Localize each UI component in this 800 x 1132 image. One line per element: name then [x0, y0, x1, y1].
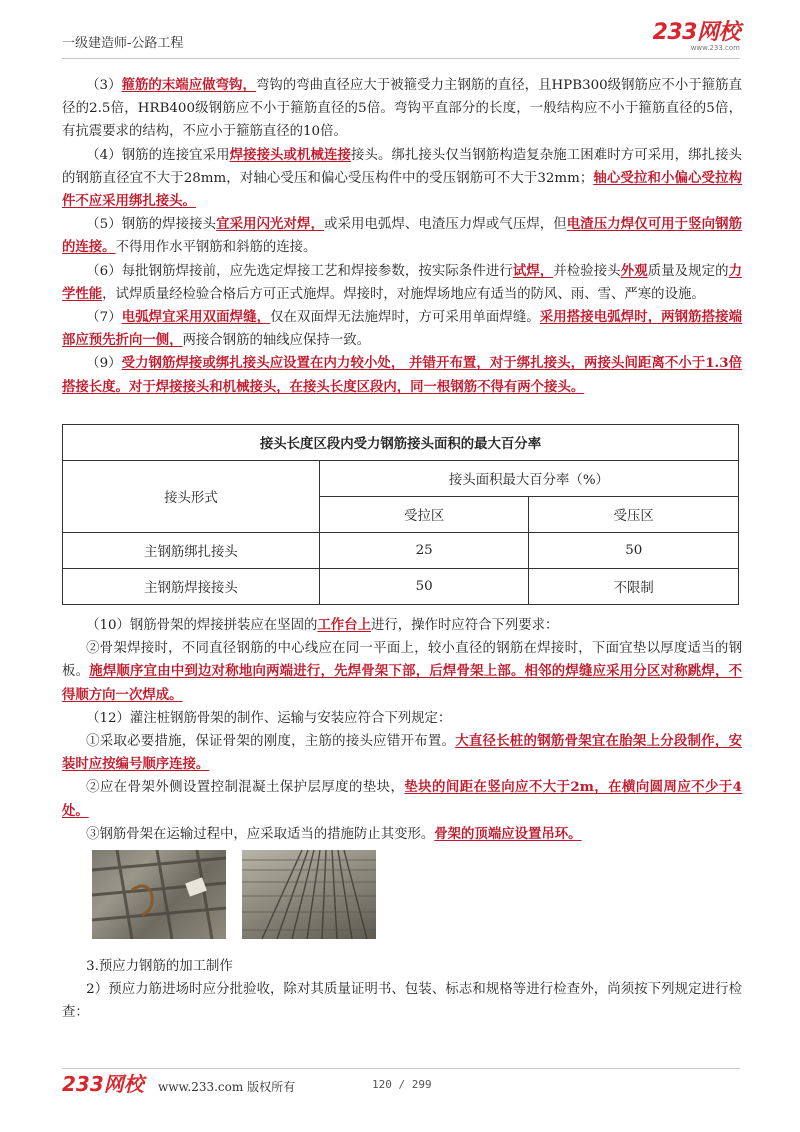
paragraph	[62, 823, 742, 846]
text-segment: （10）钢筋骨架的焊接拼装应在坚固的	[86, 618, 318, 633]
paragraph	[62, 978, 742, 1024]
brand-logo-url: www.233.com	[690, 44, 740, 52]
header-title: 一级建造师-公路工程	[62, 36, 184, 51]
paragraph	[62, 730, 742, 776]
table-cell-type: 主钢筋绑扎接头	[63, 533, 320, 569]
highlighted-text: 受力钢筋焊接或绑扎接头应设置在内力较小处， 并错开布置，对于绑扎接头，两接头间距离不小于1.3倍搭接长度。对于焊接接头和机械接头，在接头长度区段内，同一根钢筋不得有两个接头。	[62, 355, 742, 395]
text-segment: 或采用电弧焊、电渣压力焊或气压焊，但	[324, 217, 567, 233]
text-segment: 并检验接头	[553, 263, 621, 279]
text-segment: ①采取必要措施，保证骨架的刚度，主筋的接头应错开布置。	[86, 734, 456, 750]
footer-divider	[62, 1068, 740, 1069]
body-text-top	[62, 74, 742, 399]
paragraph	[62, 955, 742, 978]
table-cell-tension: 50	[319, 569, 529, 605]
page-footer	[62, 1073, 740, 1097]
highlighted-text: 外观	[620, 262, 648, 279]
highlighted-text: 试焊，	[512, 262, 554, 279]
table-cell-type: 主钢筋焊接接头	[63, 569, 320, 605]
brand-logo	[653, 22, 740, 53]
highlighted-text: 大直径长桩的钢筋骨架宜在胎架上分段制作，安装时应按编号顺序连接。	[62, 733, 742, 773]
highlighted-text: 力学性能	[62, 262, 743, 302]
table-cell-compression: 50	[529, 533, 739, 569]
text-segment: 不得用作水平钢筋和斜筋的连接。	[115, 240, 317, 256]
paragraph	[62, 614, 742, 637]
text-segment: （12）灌注桩钢筋骨架的制作、运输与安装应符合下列规定：	[86, 710, 452, 726]
text-segment: （4）钢筋的连接宜采用	[86, 147, 230, 163]
paragraph	[62, 306, 742, 352]
text-segment: （6）每批钢筋焊接前，应先选定焊接工艺和焊接参数，按实际条件进行	[86, 263, 513, 279]
paragraph	[62, 74, 742, 144]
text-segment: 2）预应力筋进场时应分批验收，除对其质量证明书、包装、标志和规格等进行检查外，尚须按下列规定进行检查：	[62, 982, 742, 1021]
highlighted-text: 工作台上	[317, 617, 371, 633]
text-segment: 质量及规定的	[647, 263, 729, 279]
text-segment: 接头。绑扎接头仅当钢筋构造复杂施工困难时方可采用，绑扎接头的钢筋直径宜不大于28mm，对轴心受压和偏心受压构件中的受压钢筋可不大于32mm；	[62, 147, 742, 186]
text-segment: （7）	[86, 310, 122, 326]
rebar-photos	[92, 850, 382, 940]
highlighted-text: 箍筋的末端应做弯钩，	[121, 77, 256, 93]
text-segment: 两接合钢筋的轴线应保持一致。	[182, 333, 370, 349]
text-segment: ③钢筋骨架在运输过程中，应采取适当的措施防止其变形。	[86, 826, 435, 842]
text-segment: （9）	[86, 356, 122, 372]
text-segment: 弯钩的弯曲直径应大于被箍受力主钢筋的直径，且HPB300级钢筋应不小于箍筋直径的2.5倍，HRB400级钢筋应不小于箍筋直径的5倍。弯钩平直部分的长度，一般结构应不小于箍筋直径的5倍，有抗震要求的结构，不应小于箍筋直径的10倍。	[62, 78, 742, 140]
highlighted-text: 宜采用闪光对焊，	[216, 216, 325, 233]
footer-copyright: www.233.com 版权所有	[158, 1080, 296, 1094]
table-row	[63, 569, 739, 605]
highlighted-text: 电弧焊宜采用双面焊缝，	[121, 309, 271, 326]
table-header-joint-type: 接头形式	[63, 461, 320, 533]
paragraph	[62, 260, 742, 306]
footer-logo: 233网校	[62, 1072, 144, 1096]
paragraph	[62, 637, 742, 707]
page-header	[62, 22, 740, 58]
text-segment: ②骨架焊接时，不同直径钢筋的中心线应在同一平面上，较小直径的钢筋在焊接时，下面宜垫以厚度适当的钢板。	[62, 641, 742, 680]
table-row	[63, 533, 739, 569]
text-segment: 3.预应力钢筋的加工制作	[86, 959, 233, 974]
text-segment: 仅在双面焊无法施焊时，方可采用单面焊缝。	[270, 310, 540, 326]
body-text-mid	[62, 614, 742, 846]
paragraph	[62, 352, 742, 398]
highlighted-text: 施焊顺序宜由中到边对称地向两端进行，先焊骨架下部，后焊骨架上部。相邻的焊缝应采用分区对称跳焊，不得顺方向一次焊成。	[62, 663, 743, 703]
joint-percentage-table	[62, 424, 739, 605]
table-cell-compression: 不限制	[529, 569, 739, 605]
highlighted-text: 垫块的间距在竖向应不大于2m，在横向圆周应不少于4处。	[62, 779, 742, 819]
highlighted-text: 骨架的顶端应设置吊环。	[434, 825, 582, 842]
highlighted-text: 焊接接头或机械连接	[229, 146, 351, 163]
brand-logo-text: 233网校	[652, 20, 740, 45]
table-header-tension: 受拉区	[319, 497, 529, 533]
rebar-cage-long-photo	[242, 850, 376, 939]
text-segment: （5）钢筋的焊接接头	[86, 217, 217, 233]
table-header-group: 接头面积最大百分率（%）	[319, 461, 738, 497]
text-segment: （3）	[86, 78, 122, 93]
joint-percentage-table-wrapper	[62, 424, 739, 605]
body-text-bottom	[62, 955, 742, 1025]
rebar-cage-closeup-photo	[92, 850, 226, 939]
table-title: 接头长度区段内受力钢筋接头面积的最大百分率	[63, 425, 739, 461]
text-segment: ②应在骨架外侧设置控制混凝土保护层厚度的垫块，	[86, 780, 405, 796]
highlighted-text: 采用搭接电弧焊时，两钢筋搭接端部应预先折向一侧，	[62, 309, 742, 349]
text-segment: 进行，操作时应符合下列要求：	[370, 618, 559, 633]
paragraph	[62, 144, 742, 214]
paragraph	[62, 707, 742, 730]
table-cell-tension: 25	[319, 533, 529, 569]
page-number: 120 / 299	[372, 1078, 432, 1091]
text-segment: ，试焊质量经检验合格后方可正式施焊。焊接时，对施焊场地应有适当的防风、雨、雪、严寒的设施。	[102, 286, 705, 302]
paragraph	[62, 776, 742, 822]
header-divider	[62, 58, 740, 59]
highlighted-text: 轴心受拉和小偏心受拉构件不应采用绑扎接头。	[62, 169, 742, 210]
table-header-compression: 受压区	[529, 497, 739, 533]
paragraph	[62, 213, 742, 259]
highlighted-text: 电渣压力焊仅可用于竖向钢筋的连接。	[62, 216, 743, 256]
